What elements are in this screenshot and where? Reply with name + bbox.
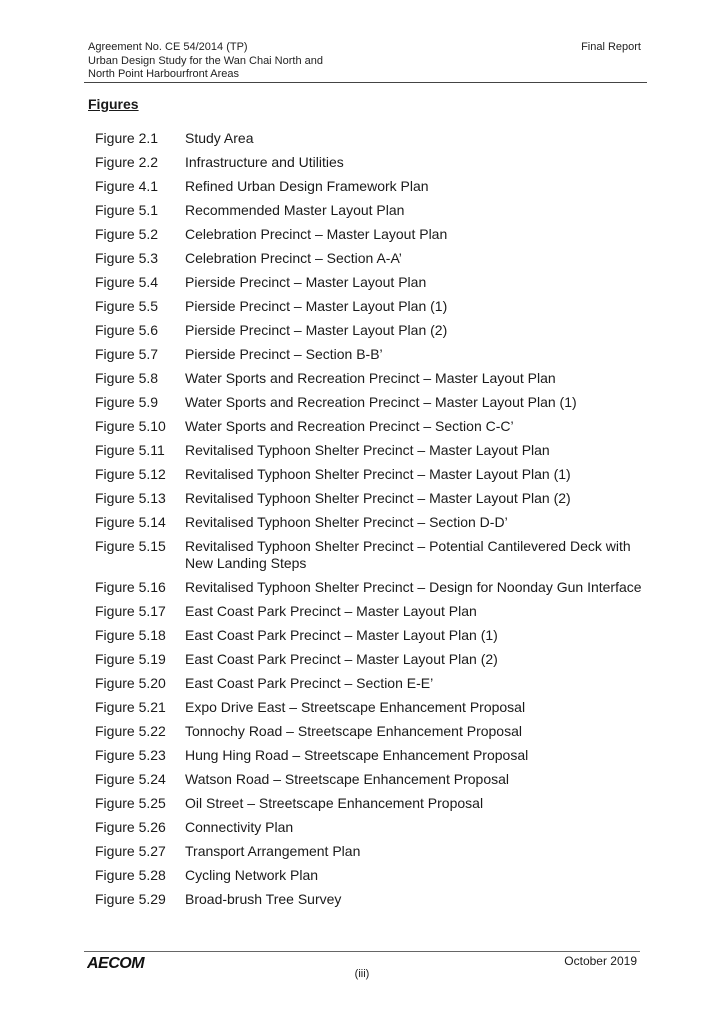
figure-title: Transport Arrangement Plan xyxy=(185,842,361,859)
figure-list-item xyxy=(95,394,645,411)
figure-number: Figure 5.4 xyxy=(95,274,159,290)
figure-number: Figure 5.25 xyxy=(95,794,166,811)
figure-number: Figure 5.28 xyxy=(95,866,166,883)
figure-number: Figure 5.10 xyxy=(95,418,166,434)
figure-number: Figure 5.18 xyxy=(95,626,166,643)
figure-list-item xyxy=(95,298,645,315)
figure-title: Celebration Precinct – Section A-A’ xyxy=(185,250,402,266)
figure-number: Figure 5.24 xyxy=(95,770,166,787)
figure-number: Figure 5.20 xyxy=(95,674,166,691)
figure-title: Recommended Master Layout Plan xyxy=(185,202,405,218)
figure-title: Watson Road – Streetscape Enhancement Proposal xyxy=(185,770,510,787)
figure-list-item xyxy=(95,226,645,243)
figure-list-item xyxy=(95,891,645,908)
figure-list-item xyxy=(95,675,645,692)
figure-list-item xyxy=(95,178,645,195)
figure-title: Infrastructure and Utilities xyxy=(185,154,344,170)
figure-number: Figure 5.29 xyxy=(95,890,166,907)
figure-list-item xyxy=(95,514,645,531)
figure-title: East Coast Park Precinct – Master Layout Plan (2) xyxy=(185,650,498,667)
figure-number: Figure 5.12 xyxy=(95,466,166,482)
figure-title: Celebration Precinct – Master Layout Plan xyxy=(185,226,448,242)
figure-list-item xyxy=(95,603,645,620)
header-divider xyxy=(84,82,647,83)
figure-number: Figure 5.27 xyxy=(95,842,166,859)
figure-list-item xyxy=(95,795,645,812)
figure-number: Figure 5.16 xyxy=(95,578,166,595)
figure-number: Figure 5.22 xyxy=(95,722,166,739)
figure-title: Cycling Network Plan xyxy=(185,866,319,883)
figure-list-item xyxy=(95,579,645,596)
figure-title: Water Sports and Recreation Precinct – Master Layout Plan (1) xyxy=(185,394,577,410)
figure-number: Figure 5.11 xyxy=(95,442,165,458)
figure-number: Figure 5.6 xyxy=(95,322,159,338)
figure-title: Tonnochy Road – Streetscape Enhancement Proposal xyxy=(185,722,522,739)
footer-date: October 2019 xyxy=(564,954,637,968)
figure-list-item xyxy=(95,699,645,716)
figure-number: Figure 5.5 xyxy=(95,298,159,314)
figure-number: Figure 5.7 xyxy=(95,346,159,362)
figure-list-item xyxy=(95,819,645,836)
figure-number: Figure 5.17 xyxy=(95,602,166,619)
figure-list-item xyxy=(95,418,645,435)
figure-number: Figure 4.1 xyxy=(95,178,159,194)
figure-list-item xyxy=(95,490,645,507)
figure-title: East Coast Park Precinct – Section E-E’ xyxy=(185,674,434,691)
figure-list-item xyxy=(95,843,645,860)
figure-title: Pierside Precinct – Master Layout Plan (1) xyxy=(185,298,448,314)
section-title: Figures xyxy=(88,96,139,112)
aecom-logo-text: AECOM xyxy=(87,955,145,971)
header-area-line: North Point Harbourfront Areas xyxy=(88,68,240,80)
figure-number: Figure 5.1 xyxy=(95,202,159,218)
figure-number: Figure 5.15 xyxy=(95,538,166,554)
figure-title: Expo Drive East – Streetscape Enhancement Proposal xyxy=(185,698,526,715)
figure-list-item xyxy=(95,442,645,459)
figure-number: Figure 2.1 xyxy=(95,130,159,146)
figure-title: Revitalised Typhoon Shelter Precinct – Master Layout Plan (1) xyxy=(185,466,571,482)
figure-title: Pierside Precinct – Master Layout Plan (2) xyxy=(185,322,448,338)
figure-list-item xyxy=(95,771,645,788)
figure-title: East Coast Park Precinct – Master Layout Plan xyxy=(185,602,477,619)
figure-number: Figure 5.13 xyxy=(95,490,166,506)
figure-list-item xyxy=(95,154,645,171)
figure-list-item xyxy=(95,466,645,483)
figure-list-item xyxy=(95,747,645,764)
figure-title: Connectivity Plan xyxy=(185,818,294,835)
figure-number: Figure 2.2 xyxy=(95,154,159,170)
header-agreement-line: Agreement No. CE 54/2014 (TP) xyxy=(88,41,248,53)
figure-title: Refined Urban Design Framework Plan xyxy=(185,178,429,194)
figure-list-item xyxy=(95,651,645,668)
figure-list-item xyxy=(95,202,645,219)
figure-title: Revitalised Typhoon Shelter Precinct – Design for Noonday Gun Interface xyxy=(185,578,642,595)
header-report-type: Final Report xyxy=(581,41,641,53)
figure-title: Revitalised Typhoon Shelter Precinct – Potential Cantilevered Deck with New Landing Steps xyxy=(185,538,631,571)
figure-number: Figure 5.21 xyxy=(95,698,166,715)
header-project-info xyxy=(88,41,323,82)
figure-list-item xyxy=(95,538,645,571)
figure-title: Revitalised Typhoon Shelter Precinct – Section D-D’ xyxy=(185,514,508,530)
figure-list-item xyxy=(95,346,645,363)
figure-title: Oil Street – Streetscape Enhancement Proposal xyxy=(185,794,484,811)
figure-title: Pierside Precinct – Section B-B’ xyxy=(185,346,383,362)
figure-number: Figure 5.8 xyxy=(95,370,159,386)
figure-list-item xyxy=(95,130,645,147)
figure-number: Figure 5.26 xyxy=(95,818,166,835)
figure-list-item xyxy=(95,370,645,387)
figure-title: Water Sports and Recreation Precinct – Section C-C’ xyxy=(185,418,514,434)
figure-number: Figure 5.9 xyxy=(95,394,159,410)
figure-list xyxy=(95,130,645,915)
figure-list-item xyxy=(95,322,645,339)
figure-title: Broad-brush Tree Survey xyxy=(185,890,342,907)
figure-list-item xyxy=(95,250,645,267)
footer-divider xyxy=(84,951,640,952)
figure-title: Revitalised Typhoon Shelter Precinct – Master Layout Plan (2) xyxy=(185,490,571,506)
figure-number: Figure 5.23 xyxy=(95,746,166,763)
figure-list-item xyxy=(95,274,645,291)
page-number: (iii) xyxy=(354,968,370,980)
figure-title: Hung Hing Road – Streetscape Enhancement Proposal xyxy=(185,746,529,763)
figure-number: Figure 5.19 xyxy=(95,650,166,667)
figure-number: Figure 5.14 xyxy=(95,514,166,530)
figure-list-item xyxy=(95,627,645,644)
figure-title: Water Sports and Recreation Precinct – Master Layout Plan xyxy=(185,370,556,386)
figure-title: Study Area xyxy=(185,130,254,146)
header-study-line: Urban Design Study for the Wan Chai North and xyxy=(88,54,323,67)
figure-title: Revitalised Typhoon Shelter Precinct – Master Layout Plan xyxy=(185,442,550,458)
figure-number: Figure 5.2 xyxy=(95,226,159,242)
figure-list-item xyxy=(95,867,645,884)
figure-title: Pierside Precinct – Master Layout Plan xyxy=(185,274,427,290)
figure-number: Figure 5.3 xyxy=(95,250,159,266)
figure-title: East Coast Park Precinct – Master Layout Plan (1) xyxy=(185,626,498,643)
figure-list-item xyxy=(95,723,645,740)
